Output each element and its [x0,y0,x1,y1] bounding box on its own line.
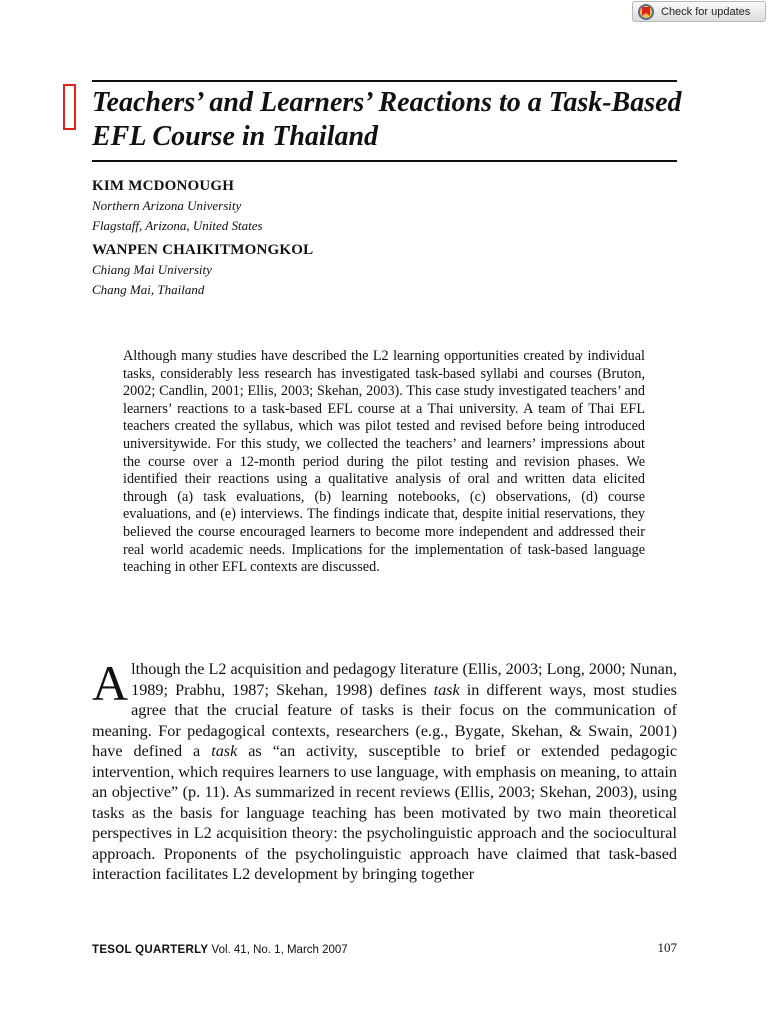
body-paragraph [92,655,678,885]
drop-cap: A [92,655,129,711]
journal-name: TESOL QUARTERLY [92,944,209,956]
body-text-segment: in different ways, most studies agree that the crucial feature of tasks is their focus on the communication of meaning. For pedagogical contexts, researchers (e.g., Bygate, Skehan, & Swain, 2001) have defined a [92,680,677,760]
author-location: Flagstaff, Arizona, United States [92,218,263,233]
body-emphasis: task [433,680,460,699]
crossmark-update-icon [637,3,655,21]
author-name: WANPEN CHAIKITMONGKOL [92,242,314,258]
journal-footer [92,944,348,956]
article-title: Teachers’ and Learners’ Reactions to a Task-Based EFL Course in Thailand [92,87,682,152]
body-text-segment: lthough the L2 acquisition and pedagogy literature (Ellis, 2003; Long, 2000; Nunan, 1989; Prabhu, 1987; Skehan, 1998) defines [131,660,677,699]
body-emphasis: task [211,742,238,760]
author-1 [92,176,682,236]
author-affiliation: Chiang Mai University [92,262,212,277]
author-block [92,176,682,300]
check-for-updates-button[interactable] [632,1,766,22]
crossmark-bracket [63,84,76,130]
author-location: Chang Mai, Thailand [92,282,205,297]
check-for-updates-label: Check for updates [661,5,751,18]
body-text-segment: as “an activity, susceptible to brief or extended pedagogic intervention, which requires learners to use language, with emphasis on meaning, to attain an objective” (p. 11). As summarized in recent reviews (Ellis, 2003; Skehan, 2003), using tasks as the basis for language teaching has been motivated by two main theoretical perspectives in L2 acquisition theory: the psycholinguistic approach and the sociocultural approach. Proponents of the psycholinguistic approach have claimed that task-based interaction facilitates L2 development by bringing together [92,742,678,883]
journal-issue: Vol. 41, No. 1, March 2007 [211,944,348,956]
author-name: KIM MCDONOUGH [92,178,235,194]
author-affiliation: Northern Arizona University [92,198,242,213]
author-2 [92,240,682,300]
title-rule-top [92,80,677,82]
page-number: 107 [657,940,677,955]
abstract: Although many studies have described the L2 learning opportunities created by individual tasks, considerably less research has investigated task-based syllabi and courses (Bruton, 2002; Candlin, 2001; Ellis, 2003; Skehan, 2003). This case study investigated teachers’ and learners’ reactions to a task-based EFL course at a Thai university. A team of Thai EFL teachers created the syllabus, which was pilot tested and revised before being introduced universitywide. For this study, we collected the teachers’ and learners’ impressions about the course over a 12-month period during the pilot testing and revision phases. We identified their reactions using a qualitative analysis of oral and written data elicited through (a) task evaluations, (b) learning notebooks, (c) observations, (d) course evaluations, and (e) interviews. The findings indicate that, despite initial reservations, they believed the course encouraged learners to become more independent and addressed their real world academic needs. Implications for the implementation of task-based language teaching in other EFL contexts are discussed. [123,348,645,576]
title-rule-bottom [92,160,677,162]
